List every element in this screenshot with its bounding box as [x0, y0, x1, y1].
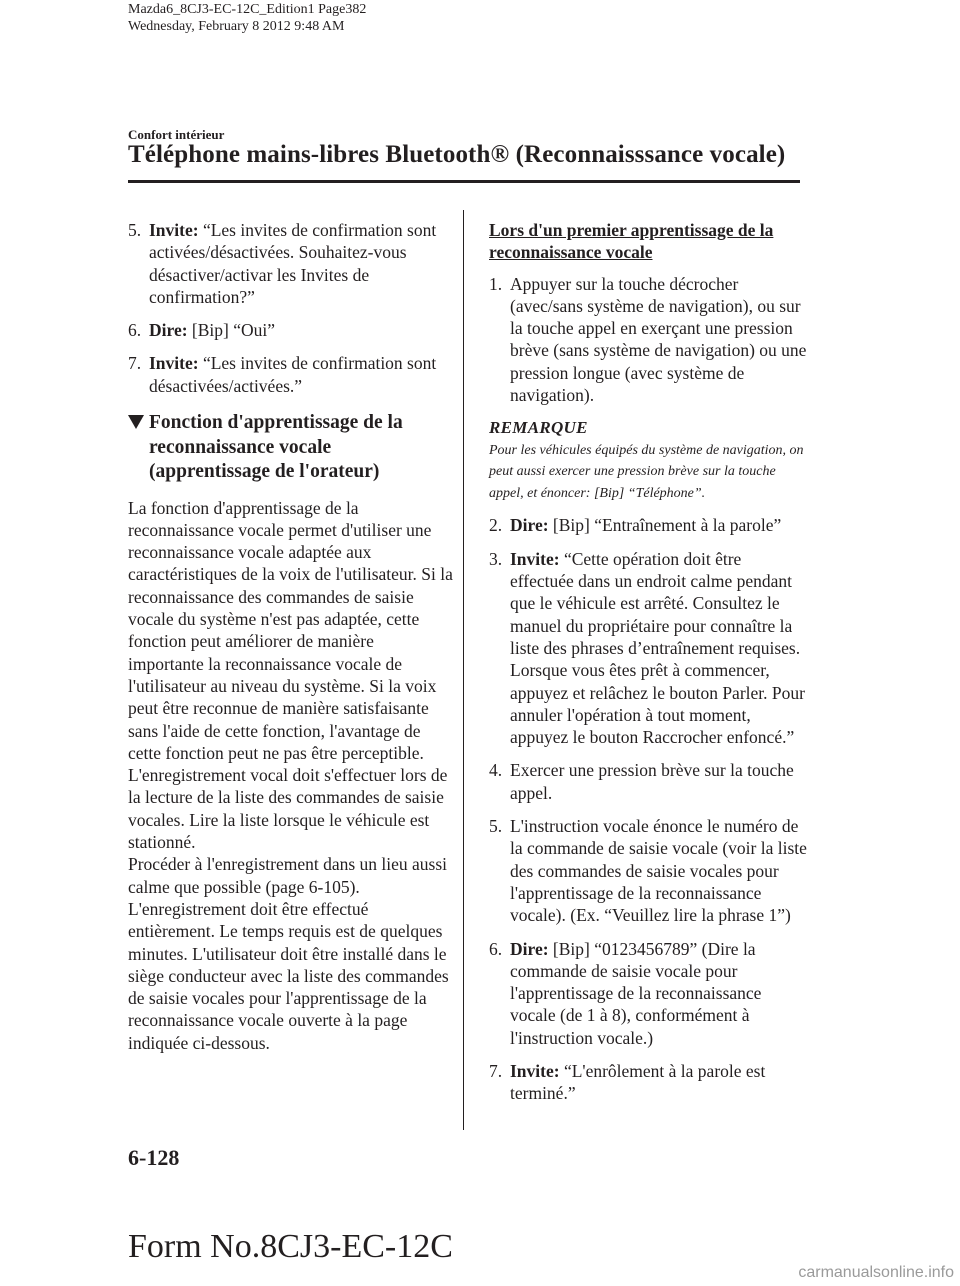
step-number: 7. — [489, 1060, 503, 1081]
page-number: 6-128 — [128, 1145, 180, 1170]
remark-text: Pour les véhicules équipés du système de navigation, on peut aussi exercer une pression brève sur la touche appel, et énoncer: [Bip] “Téléphone”. — [489, 442, 804, 501]
step-text: [Bip] “Entraînement à la parole” — [548, 515, 782, 536]
title-rule — [128, 180, 800, 183]
step-keyword: Dire: — [149, 320, 188, 341]
step-text: L'instruction vocale énonce le numéro de la commande de saisie vocale (voir la liste des commandes de saisie vocales pour l'apprentissage de la reconnaissance vocale). (Ex. “Veuillez lire la phrase 1”) — [510, 816, 807, 926]
step-number: 3. — [489, 548, 503, 569]
step-item — [489, 759, 809, 804]
body-paragraph: Procéder à l'enregistrement dans un lieu aussi calme que possible (page 6-105). — [128, 854, 448, 897]
step-item — [128, 352, 453, 397]
right-column — [489, 219, 809, 1116]
left-column — [128, 219, 453, 1054]
step-item — [489, 1060, 809, 1105]
step-number: 2. — [489, 515, 503, 536]
step-keyword: Dire: — [510, 515, 549, 536]
feature-subheading — [128, 411, 453, 485]
step-number: 7. — [128, 353, 142, 374]
step-number: 5. — [489, 816, 503, 837]
column-divider — [463, 210, 464, 1130]
step-number: 4. — [489, 760, 503, 781]
form-number: Form No.8CJ3-EC-12C — [128, 1228, 453, 1265]
step-item — [489, 514, 809, 536]
feature-subheading-text: Fonction d'apprentissage de la reconnaissance vocale (apprentissage de l'orateur) — [149, 412, 403, 483]
step-item — [489, 273, 809, 407]
step-text: “Cette opération doit être effectuée dans un endroit calme pendant que le véhicule est arrêté. Consultez le manuel du propriétaire pour connaître la liste des phrases d’entraînement requises. Lorsque vous êtes prêt à commencer, appuyez et relâchez le bouton Parler. Pour annuler l'opération à tout moment, appuyez le bouton Raccrocher enfoncé.” — [510, 548, 805, 748]
step-keyword: Invite: — [149, 353, 199, 374]
step-text: [Bip] “0123456789” (Dire la commande de saisie vocale pour l'apprentissage de la reconnaissance vocale (de 1 à 8), conformément à l'instruction vocale.) — [510, 938, 762, 1048]
step-number: 6. — [489, 938, 503, 959]
step-item — [128, 219, 453, 308]
step-item — [489, 548, 809, 749]
step-item — [489, 815, 809, 926]
print-metadata-file: Mazda6_8CJ3-EC-12C_Edition1 Page382 — [128, 2, 367, 17]
step-text: Exercer une pression brève sur la touche appel. — [510, 760, 794, 803]
step-item — [128, 319, 453, 341]
watermark: carmanualsonline.info — [798, 1264, 954, 1281]
page-title: Téléphone mains-libres Bluetooth® (Reconnaisssance vocale) — [128, 141, 786, 168]
step-item — [489, 938, 809, 1049]
step-text: “L'enrôlement à la parole est terminé.” — [510, 1060, 766, 1104]
body-paragraph: La fonction d'apprentissage de la reconnaissance vocale permet d'utiliser une reconnaissance vocale adaptée aux caractéristiques de la voix de l'utilisateur. Si la reconnaissance des commandes de saisie vocale du système n'est pas adaptée, cette fonction peut améliorer de manière importante la reconnaissance vocale de l'utilisateur au niveau du système. Si la voix peut être reconnue de manière satisfaisante sans l'aide de cette fonction, l'avantage de cette fonction peut ne pas être perceptible. — [128, 497, 453, 763]
triangle-bullet-icon — [128, 415, 144, 429]
step-keyword: Invite: — [510, 1060, 560, 1081]
step-number: 5. — [128, 220, 142, 240]
body-paragraph: L'enregistrement doit être effectué entièrement. Le temps requis est de quelques minutes. L'utilisateur doit être installé dans le siège conducteur avec la liste des commandes de saisie vocales pour l'apprentissage de la reconnaissance vocale ouverte à la page indiquée ci-dessous. — [128, 898, 449, 1053]
step-text: [Bip] “Oui” — [187, 320, 276, 341]
body-paragraph: L'enregistrement vocal doit s'effectuer lors de la lecture de la liste des commandes de saisie vocales. Lire la liste lorsque le véhicule est stationné. — [128, 765, 448, 853]
step-text: “Les invites de confirmation sont désactivées/activées.” — [149, 353, 437, 396]
print-metadata — [128, 1, 366, 35]
step-text: “Les invites de confirmation sont activées/désactivées. Souhaitez-vous désactiver/activar les Invites de confirmation?” — [149, 220, 437, 307]
section-label: Confort intérieur — [128, 127, 225, 142]
step-keyword: Invite: — [510, 548, 560, 569]
step-number: 1. — [489, 273, 503, 294]
step-keyword: Dire: — [510, 938, 549, 959]
step-keyword: Invite: — [149, 220, 199, 240]
remark-title: REMARQUE — [489, 418, 588, 438]
step-text: Appuyer sur la touche décrocher (avec/sans système de navigation), ou sur la touche appel en exerçant une pression brève (sans système de navigation) ou une pression longue (avec système de navigation). — [510, 273, 807, 406]
step-number: 6. — [128, 320, 142, 341]
print-metadata-date: Wednesday, February 8 2012 9:48 AM — [128, 19, 345, 34]
procedure-heading: Lors d'un premier apprentissage de la reconnaissance vocale — [489, 220, 774, 263]
